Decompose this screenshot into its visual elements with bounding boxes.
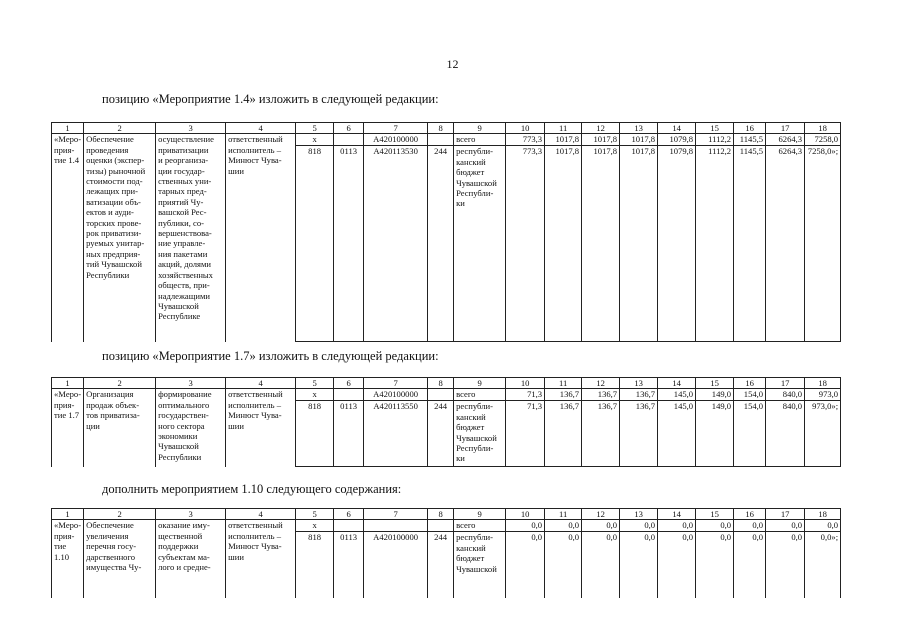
budget-value-col-10: 773,3: [506, 146, 545, 342]
measure-label: «Меро- прия- тие 1.4: [52, 134, 84, 342]
total-value-col-10: 71,3: [506, 389, 545, 401]
total-value-col-11: 136,7: [545, 389, 582, 401]
total-value-col-13: 1017,8: [620, 134, 658, 146]
column-number-16: 16: [734, 509, 766, 520]
total-value-col-15: 0,0: [696, 520, 734, 532]
column-number-18: 18: [805, 509, 841, 520]
column-number-13: 13: [620, 509, 658, 520]
funding-source: всего: [454, 520, 506, 532]
total-value-col-15: 149,0: [696, 389, 734, 401]
header-row: [52, 509, 841, 520]
total-value-col-17: 0,0: [766, 520, 805, 532]
section-intro: позицию «Мероприятие 1.7» изложить в следующей редакции:: [102, 349, 439, 363]
total-value-col-18: 7258,0: [805, 134, 841, 146]
header-row: [52, 378, 841, 389]
section-code: [334, 134, 364, 146]
expense-type-code: [428, 520, 454, 532]
column-number-9: 9: [454, 378, 506, 389]
budget-value-col-12: 136,7: [582, 401, 620, 467]
total-value-col-12: 1017,8: [582, 134, 620, 146]
budget-value-col-16: 0,0: [734, 532, 766, 598]
column-number-7: 7: [364, 378, 428, 389]
budget-value-col-14: 1079,8: [658, 146, 696, 342]
column-number-4: 4: [226, 378, 296, 389]
column-number-9: 9: [454, 123, 506, 134]
budget-value-col-10: 0,0: [506, 532, 545, 598]
budget-value-col-11: 0,0: [545, 532, 582, 598]
header-row: [52, 123, 841, 134]
measure-task: оказание иму- щественной поддержки субъектам ма- лого и средне-: [156, 520, 226, 598]
column-number-4: 4: [226, 123, 296, 134]
section-code: 0113: [334, 401, 364, 467]
budget-value-col-15: 1112,2: [696, 146, 734, 342]
total-value-col-12: 0,0: [582, 520, 620, 532]
target-article-code: А420113530: [364, 146, 428, 342]
column-number-6: 6: [334, 378, 364, 389]
column-number-15: 15: [696, 378, 734, 389]
column-number-17: 17: [766, 378, 805, 389]
row-total: [52, 389, 841, 401]
total-value-col-13: 136,7: [620, 389, 658, 401]
budget-value-col-12: 0,0: [582, 532, 620, 598]
budget-value-col-17: 6264,3: [766, 146, 805, 342]
budget-value-col-11: 136,7: [545, 401, 582, 467]
budget-value-col-18: 0,0»;: [805, 532, 841, 598]
budget-value-col-18: 7258,0»;: [805, 146, 841, 342]
budget-value-col-17: 840,0: [766, 401, 805, 467]
total-value-col-13: 0,0: [620, 520, 658, 532]
expense-type-code: [428, 389, 454, 401]
section-intro: позицию «Мероприятие 1.4» изложить в следующей редакции:: [102, 92, 439, 106]
budget-value-col-18: 973,0»;: [805, 401, 841, 467]
budget-value-col-10: 71,3: [506, 401, 545, 467]
measure-table: [51, 377, 841, 467]
budget-value-col-13: 136,7: [620, 401, 658, 467]
column-number-4: 4: [226, 509, 296, 520]
row-total: [52, 134, 841, 146]
section-code: 0113: [334, 532, 364, 598]
column-number-12: 12: [582, 509, 620, 520]
column-number-17: 17: [766, 509, 805, 520]
grbs-code: x: [296, 389, 334, 401]
total-value-col-17: 840,0: [766, 389, 805, 401]
budget-value-col-15: 149,0: [696, 401, 734, 467]
total-value-col-14: 145,0: [658, 389, 696, 401]
column-number-14: 14: [658, 378, 696, 389]
target-article-code: А420100000: [364, 532, 428, 598]
column-number-7: 7: [364, 123, 428, 134]
expense-type-code: 244: [428, 146, 454, 342]
target-article-code: А420100000: [364, 389, 428, 401]
grbs-code: 818: [296, 401, 334, 467]
target-article-code: А420100000: [364, 134, 428, 146]
column-number-5: 5: [296, 378, 334, 389]
row-total: [52, 520, 841, 532]
column-number-10: 10: [506, 378, 545, 389]
budget-value-col-16: 154,0: [734, 401, 766, 467]
total-value-col-17: 6264,3: [766, 134, 805, 146]
column-number-14: 14: [658, 123, 696, 134]
column-number-16: 16: [734, 123, 766, 134]
grbs-code: 818: [296, 146, 334, 342]
column-number-14: 14: [658, 509, 696, 520]
funding-source: республи- канский бюджет Чувашской: [454, 532, 506, 598]
total-value-col-18: 973,0: [805, 389, 841, 401]
column-number-18: 18: [805, 378, 841, 389]
measure-table: [51, 508, 841, 598]
funding-source: всего: [454, 134, 506, 146]
total-value-col-15: 1112,2: [696, 134, 734, 146]
budget-value-col-13: 1017,8: [620, 146, 658, 342]
total-value-col-16: 154,0: [734, 389, 766, 401]
total-value-col-11: 1017,8: [545, 134, 582, 146]
measure-task: осуществление приватизации и реорганиза- ции государ- ственных уни- тарных пред- приятий Чу- вашской Рес- публики, со- вершенствова- ние управле- ния пакетами акций, долями хозяйственных обществ, при- надлежащими Чувашской Республике: [156, 134, 226, 342]
total-value-col-18: 0,0: [805, 520, 841, 532]
total-value-col-16: 0,0: [734, 520, 766, 532]
column-number-10: 10: [506, 123, 545, 134]
column-number-8: 8: [428, 509, 454, 520]
total-value-col-16: 1145,5: [734, 134, 766, 146]
measure-task: формирование оптимального государствен- ного сектора экономики Чувашской Республики: [156, 389, 226, 467]
column-number-8: 8: [428, 123, 454, 134]
column-number-11: 11: [545, 123, 582, 134]
section-code: 0113: [334, 146, 364, 342]
column-number-7: 7: [364, 509, 428, 520]
column-number-15: 15: [696, 123, 734, 134]
responsible-executor: ответственный исполнитель – Минюст Чува- шии: [226, 134, 296, 342]
total-value-col-12: 136,7: [582, 389, 620, 401]
section-code: [334, 389, 364, 401]
column-number-6: 6: [334, 509, 364, 520]
column-number-5: 5: [296, 123, 334, 134]
budget-value-col-17: 0,0: [766, 532, 805, 598]
column-number-15: 15: [696, 509, 734, 520]
column-number-17: 17: [766, 123, 805, 134]
column-number-6: 6: [334, 123, 364, 134]
total-value-col-10: 0,0: [506, 520, 545, 532]
page-number: 12: [446, 57, 459, 71]
column-number-2: 2: [84, 123, 156, 134]
funding-source: республи- канский бюджет Чувашской Республи- ки: [454, 146, 506, 342]
budget-value-col-13: 0,0: [620, 532, 658, 598]
section-code: [334, 520, 364, 532]
column-number-10: 10: [506, 509, 545, 520]
grbs-code: x: [296, 520, 334, 532]
responsible-executor: ответственный исполнитель – Минюст Чува- шии: [226, 520, 296, 598]
column-number-13: 13: [620, 378, 658, 389]
column-number-1: 1: [52, 378, 84, 389]
column-number-5: 5: [296, 509, 334, 520]
responsible-executor: ответственный исполнитель – Минюст Чува- шии: [226, 389, 296, 467]
column-number-3: 3: [156, 378, 226, 389]
column-number-12: 12: [582, 378, 620, 389]
column-number-12: 12: [582, 123, 620, 134]
target-article-code: А420113550: [364, 401, 428, 467]
column-number-2: 2: [84, 378, 156, 389]
total-value-col-14: 1079,8: [658, 134, 696, 146]
column-number-8: 8: [428, 378, 454, 389]
expense-type-code: 244: [428, 401, 454, 467]
funding-source: республи- канский бюджет Чувашской Республи- ки: [454, 401, 506, 467]
measure-name: Обеспечение увеличения перечня госу- дарственного имущества Чу-: [84, 520, 156, 598]
total-value-col-14: 0,0: [658, 520, 696, 532]
measure-label: «Меро- прия- тие 1.7: [52, 389, 84, 467]
column-number-16: 16: [734, 378, 766, 389]
column-number-1: 1: [52, 123, 84, 134]
column-number-1: 1: [52, 509, 84, 520]
section-intro: дополнить мероприятием 1.10 следующего содержания:: [102, 482, 402, 496]
budget-value-col-12: 1017,8: [582, 146, 620, 342]
budget-value-col-15: 0,0: [696, 532, 734, 598]
grbs-code: x: [296, 134, 334, 146]
expense-type-code: 244: [428, 532, 454, 598]
column-number-2: 2: [84, 509, 156, 520]
measure-table: [51, 122, 841, 342]
funding-source: всего: [454, 389, 506, 401]
column-number-13: 13: [620, 123, 658, 134]
measure-label: «Меро- прия- тие 1.10: [52, 520, 84, 598]
column-number-9: 9: [454, 509, 506, 520]
expense-type-code: [428, 134, 454, 146]
column-number-18: 18: [805, 123, 841, 134]
measure-name: Обеспечение проведения оценки (экспер- тизы) рыночной стоимости под- лежащих при- ватизации объ- ектов и ауди- торских прове- рок приватизи- руемых унитар- ных предприя- тий Чувашской Республики: [84, 134, 156, 342]
budget-value-col-14: 145,0: [658, 401, 696, 467]
total-value-col-10: 773,3: [506, 134, 545, 146]
measure-name: Организация продаж объек- тов приватиза- ции: [84, 389, 156, 467]
budget-value-col-16: 1145,5: [734, 146, 766, 342]
column-number-11: 11: [545, 378, 582, 389]
column-number-3: 3: [156, 123, 226, 134]
grbs-code: 818: [296, 532, 334, 598]
target-article-code: [364, 520, 428, 532]
budget-value-col-14: 0,0: [658, 532, 696, 598]
column-number-3: 3: [156, 509, 226, 520]
budget-value-col-11: 1017,8: [545, 146, 582, 342]
column-number-11: 11: [545, 509, 582, 520]
total-value-col-11: 0,0: [545, 520, 582, 532]
